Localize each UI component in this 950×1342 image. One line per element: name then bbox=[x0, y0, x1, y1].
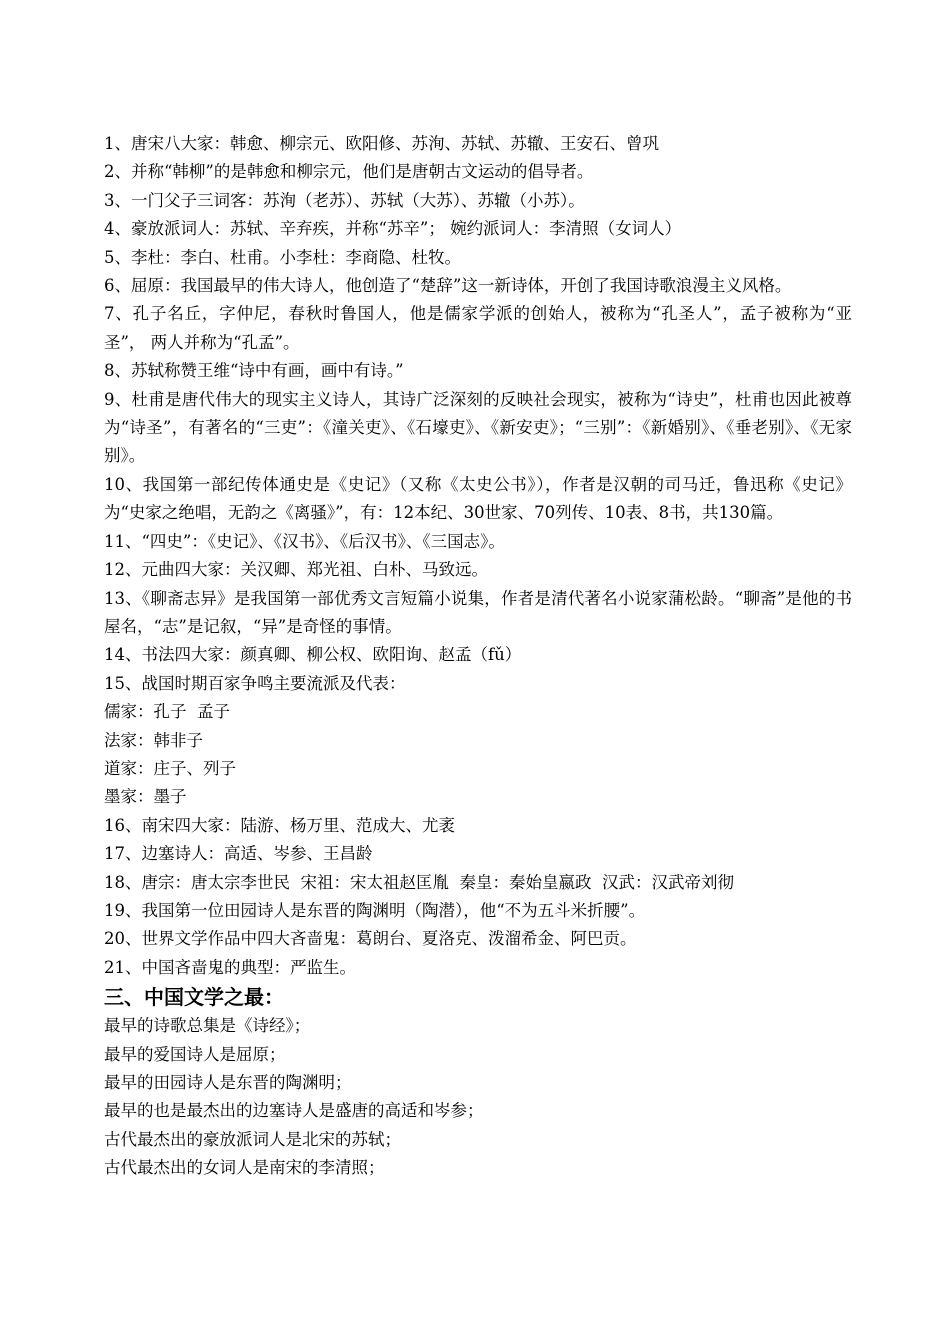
list-item-7: 7、孔子名丘，字仲尼，春秋时鲁国人，他是儒家学派的创始人，被称为“孔圣人”，孟子被称为“亚圣”， 两人并称为“孔孟”。 bbox=[104, 304, 852, 352]
list-item-14: 14、书法四大家：颜真卿、柳公权、欧阳询、赵孟（fǔ） bbox=[104, 645, 522, 665]
list-item-19: 19、我国第一位田园诗人是东晋的陶渊明（陶潜），他“不为五斗米折腰”。 bbox=[104, 900, 646, 920]
list-item-16: 16、南宋四大家：陆游、杨万里、范成大、尤袤 bbox=[104, 815, 455, 835]
school-mohist: 墨家：墨子 bbox=[104, 787, 187, 807]
list-item-1: 1、唐宋八大家：韩愈、柳宗元、欧阳修、苏洵、苏轼、苏辙、王安石、曾巩 bbox=[104, 134, 659, 153]
fact-item-3: 最早的田园诗人是东晋的陶渊明； bbox=[104, 1073, 352, 1092]
list-item-20: 20、世界文学作品中四大吝啬鬼：葛朗台、夏洛克、泼溜希金、阿巴贡。 bbox=[104, 929, 637, 949]
list-item-4: 4、豪放派词人：苏轼、辛弃疾，并称“苏辛”； 婉约派词人：李清照（女词人） bbox=[104, 219, 682, 239]
school-legalist: 法家：韩非子 bbox=[104, 730, 203, 750]
fact-item-6: 古代最杰出的女词人是南宋的李清照； bbox=[104, 1158, 385, 1178]
fact-item-4: 最早的也是最杰出的边塞诗人是盛唐的高适和岑参； bbox=[104, 1101, 484, 1121]
list-item-18: 18、唐宗：唐太宗李世民 宋祖：宋太祖赵匡胤 秦皇：秦始皇嬴政 汉武：汉武帝刘彻 bbox=[104, 872, 734, 892]
document-page bbox=[104, 130, 852, 1183]
list-item-8: 8、苏轼称赞王维“诗中有画，画中有诗。” bbox=[104, 361, 404, 381]
fact-item-5: 古代最杰出的豪放派词人是北宋的苏轼； bbox=[104, 1129, 401, 1149]
list-item-3: 3、一门父子三词客：苏洵（老苏）、苏轼（大苏）、苏辙（小苏）。 bbox=[104, 190, 585, 210]
list-item-21: 21、中国吝啬鬼的典型：严监生。 bbox=[104, 957, 356, 977]
section-heading: 三、中国文学之最： bbox=[104, 985, 284, 1010]
school-confucian: 儒家：孔子 孟子 bbox=[104, 702, 230, 722]
fact-item-2: 最早的爱国诗人是屈原； bbox=[104, 1044, 286, 1064]
school-taoist: 道家：庄子、列子 bbox=[104, 758, 236, 778]
list-item-13: 13、《聊斋志异》是我国第一部优秀文言短篇小说集，作者是清代著名小说家蒲松龄。“聊斋”是他的书屋名，“志”是记叙，“异”是奇怪的事情。 bbox=[104, 588, 852, 636]
list-item-2: 2、并称“韩柳”的是韩愈和柳宗元，他们是唐朝古文运动的倡导者。 bbox=[104, 162, 594, 182]
list-item-11: 11、“四史”：《史记》、《汉书》、《后汉书》、《三国志》。 bbox=[104, 531, 505, 551]
list-item-5: 5、李杜：李白、杜甫。小李杜：李商隐、杜牧。 bbox=[104, 247, 461, 267]
list-item-17: 17、边塞诗人：高适、岑参、王昌龄 bbox=[104, 844, 373, 864]
list-item-12: 12、元曲四大家：关汉卿、郑光祖、白朴、马致远。 bbox=[104, 560, 488, 580]
list-item-9: 9、杜甫是唐代伟大的现实主义诗人，其诗广泛深刻的反映社会现实，被称为“诗史”，杜甫也因此被尊为“诗圣”，有著名的“三吏”：《潼关吏》、《石壕吏》、《新安吏》；“三别”：《新婚别》、《垂老别》、《无家别》。 bbox=[104, 389, 852, 466]
fact-item-1: 最早的诗歌总集是《诗经》； bbox=[104, 1016, 311, 1036]
list-item-15: 15、战国时期百家争鸣主要流派及代表： bbox=[104, 673, 406, 693]
list-item-6: 6、屈原：我国最早的伟大诗人，他创造了“楚辞”这一新诗体，开创了我国诗歌浪漫主义风格。 bbox=[104, 276, 792, 296]
list-item-10: 10、我国第一部纪传体通史是《史记》（又称《太史公书》），作者是汉朝的司马迁，鲁迅称《史记》为“史家之绝唱，无韵之《离骚》”，有：12本纪、30世家、70列传、10表、8书，共130篇。 bbox=[104, 474, 852, 523]
